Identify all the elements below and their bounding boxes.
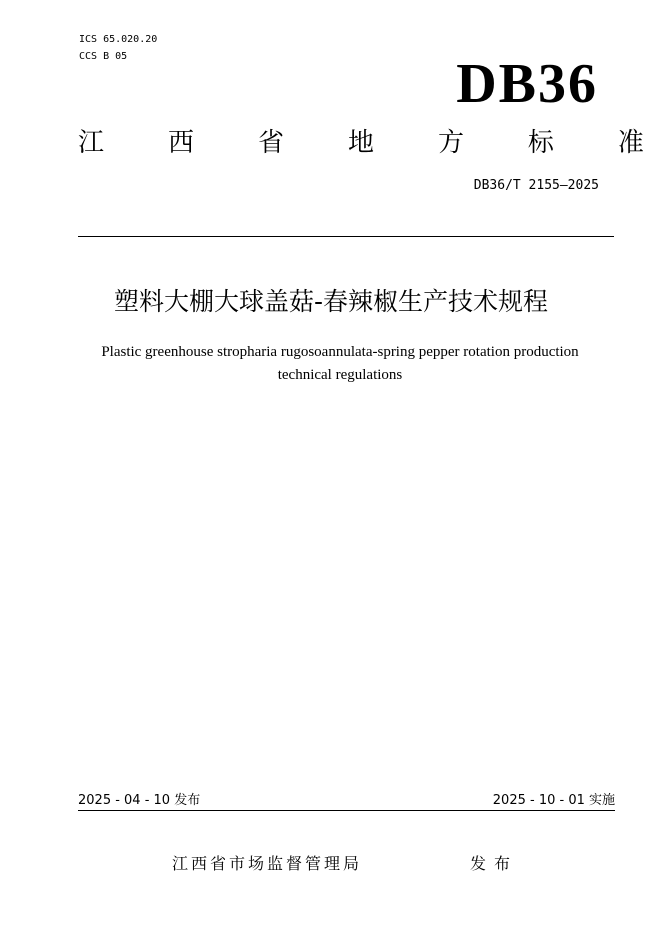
footer-divider [78, 810, 615, 811]
document-title-chinese: 塑料大棚大球盖菇-春辣椒生产技术规程 [113, 287, 549, 316]
category-char: 省 [257, 128, 284, 158]
standard-mark: DB36 [456, 53, 598, 115]
standard-number: DB36/T 2155—2025 [473, 178, 599, 193]
category-char: 江 [78, 128, 105, 158]
english-title-line: Plastic greenhouse stropharia rugosoannulata-spring pepper rotation production [101, 344, 579, 360]
issuing-authority: 江西省市场监督管理局 [172, 854, 363, 873]
ics-code: ICS 65.020.20 [79, 34, 158, 45]
standard-category-title [78, 126, 644, 160]
category-char: 准 [617, 128, 644, 158]
category-char: 西 [167, 128, 194, 158]
category-char: 地 [347, 128, 374, 158]
category-char: 方 [437, 128, 464, 158]
category-char: 标 [527, 128, 554, 158]
header-divider [78, 236, 614, 237]
issue-date: 2025 - 04 - 10 发布 [78, 793, 201, 808]
document-title-english [70, 341, 610, 387]
english-title-line: technical regulations [277, 367, 403, 383]
ccs-code: CCS B 05 [79, 51, 128, 62]
implementation-date: 2025 - 10 - 01 实施 [492, 793, 615, 808]
publish-label: 发布 [470, 854, 519, 873]
